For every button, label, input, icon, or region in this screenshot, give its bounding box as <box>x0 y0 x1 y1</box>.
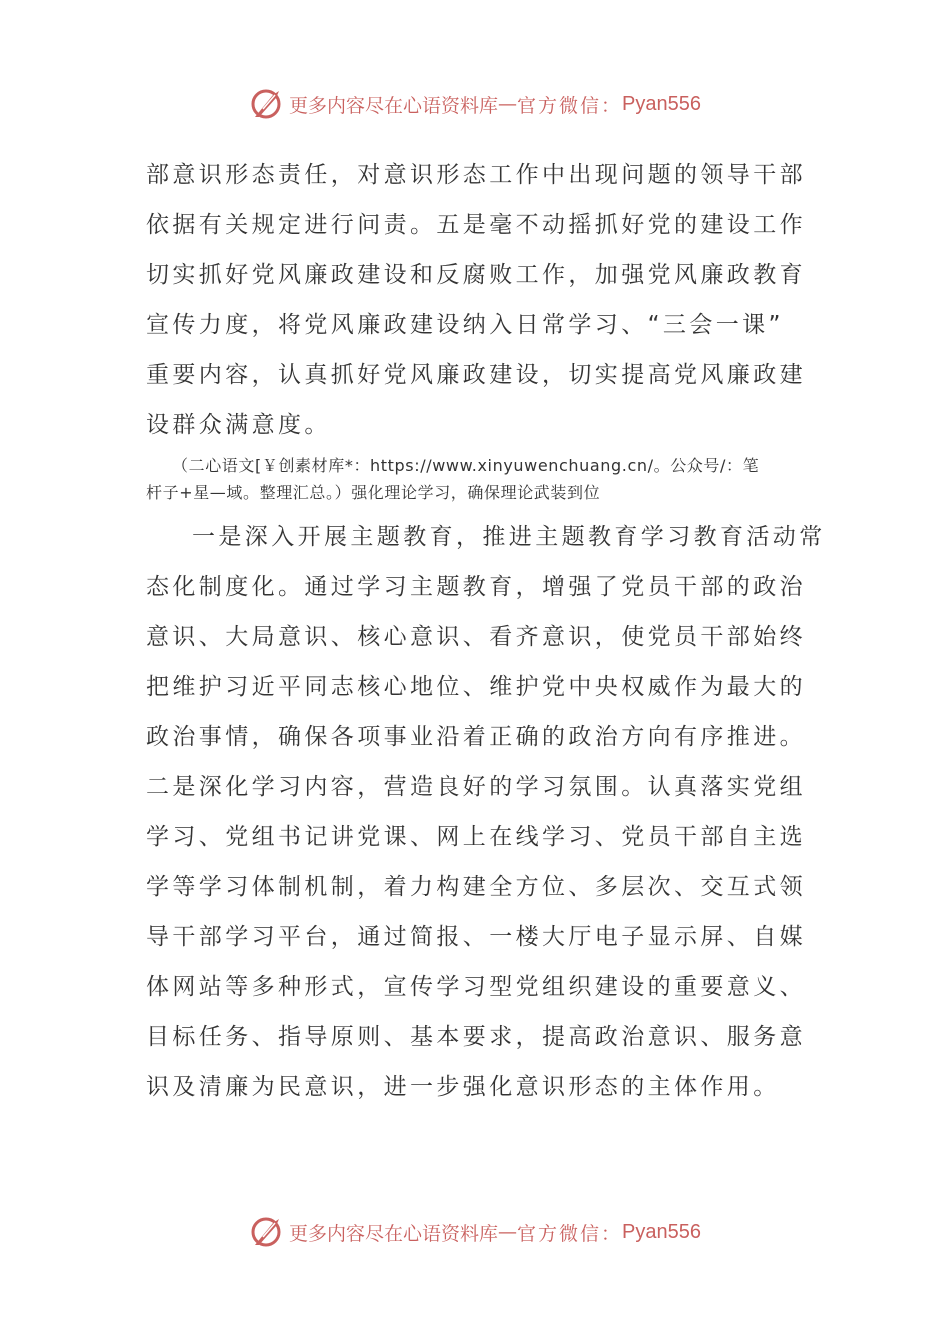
paragraph-2-line: 把维护习近平同志核心地位、维护党中央权威作为最大的 <box>146 674 806 700</box>
paragraph-1-line: 设群众满意度。 <box>146 412 331 438</box>
paragraph-2-line: 体网站等多种形式，宣传学习型党组织建设的重要意义、 <box>146 974 806 1000</box>
header-banner <box>0 84 950 124</box>
paragraph-1-line: 切实抓好党风廉政建设和反腐败工作，加强党风廉政教育 <box>146 262 806 288</box>
section-heading-line: 杆子+星—域。整理汇总。）强化理论学习，确保理论武装到位 <box>146 483 601 502</box>
section-heading-line: （二心语文[￥创素材库*：https://www.xinyuwenchuang.cn/。公众号/：笔 <box>172 456 760 475</box>
paragraph-2-line: 导干部学习平台，通过简报、一楼大厅电子显示屏、自媒 <box>146 924 806 950</box>
paragraph-1-line: 依据有关规定进行问责。五是毫不动摇抓好党的建设工作 <box>146 212 806 238</box>
paragraph-2-line: 识及清廉为民意识，进一步强化意识形态的主体作用。 <box>146 1074 780 1100</box>
paragraph-1 <box>146 150 808 450</box>
footer-wechat-id: Pyan556 <box>622 1220 701 1243</box>
paragraph-2-line: 目标任务、指导原则、基本要求，提高政治意识、服务意 <box>146 1024 806 1050</box>
paragraph-1-line: 部意识形态责任，对意识形态工作中出现问题的领导干部 <box>146 162 806 188</box>
footer-banner <box>0 1212 950 1252</box>
document-body <box>146 150 826 1112</box>
paragraph-1-line: 重要内容，认真抓好党风廉政建设，切实提高党风廉政建 <box>146 362 806 388</box>
paragraph-2-line: 政治事情，确保各项事业沿着正确的政治方向有序推进。 <box>146 724 806 750</box>
paragraph-2 <box>146 512 826 1112</box>
paragraph-2-line: 学等学习体制机制，着力构建全方位、多层次、交互式领 <box>146 874 806 900</box>
paragraph-2-line: 意识、大局意识、核心意识、看齐意识，使党员干部始终 <box>146 624 806 650</box>
paragraph-2-line: 二是深化学习内容，营造良好的学习氛围。认真落实党组 <box>146 774 806 800</box>
footer-slogan: 更多内容尽在心语资料库 <box>289 1222 499 1245</box>
footer-wechat-label: 官方微信： <box>517 1222 623 1245</box>
header-slogan: 更多内容尽在心语资料库 <box>289 94 499 117</box>
quill-logo-icon <box>249 87 283 121</box>
paragraph-2-line: 学习、党组书记讲党课、网上在线学习、党员干部自主选 <box>146 824 806 850</box>
paragraph-2-line: 态化制度化。通过学习主题教育，增强了党员干部的政治 <box>146 574 806 600</box>
section-heading <box>146 452 808 506</box>
header-separator: — <box>498 93 518 115</box>
paragraph-1-line: 宣传力度，将党风廉政建设纳入日常学习、“三会一课” <box>146 312 784 338</box>
footer-separator: — <box>498 1221 518 1243</box>
header-wechat-label: 官方微信： <box>517 94 623 117</box>
paragraph-2-line: 一是深入开展主题教育，推进主题教育学习教育活动常 <box>192 524 826 550</box>
quill-logo-icon <box>249 1215 283 1249</box>
header-wechat-id: Pyan556 <box>622 92 701 115</box>
